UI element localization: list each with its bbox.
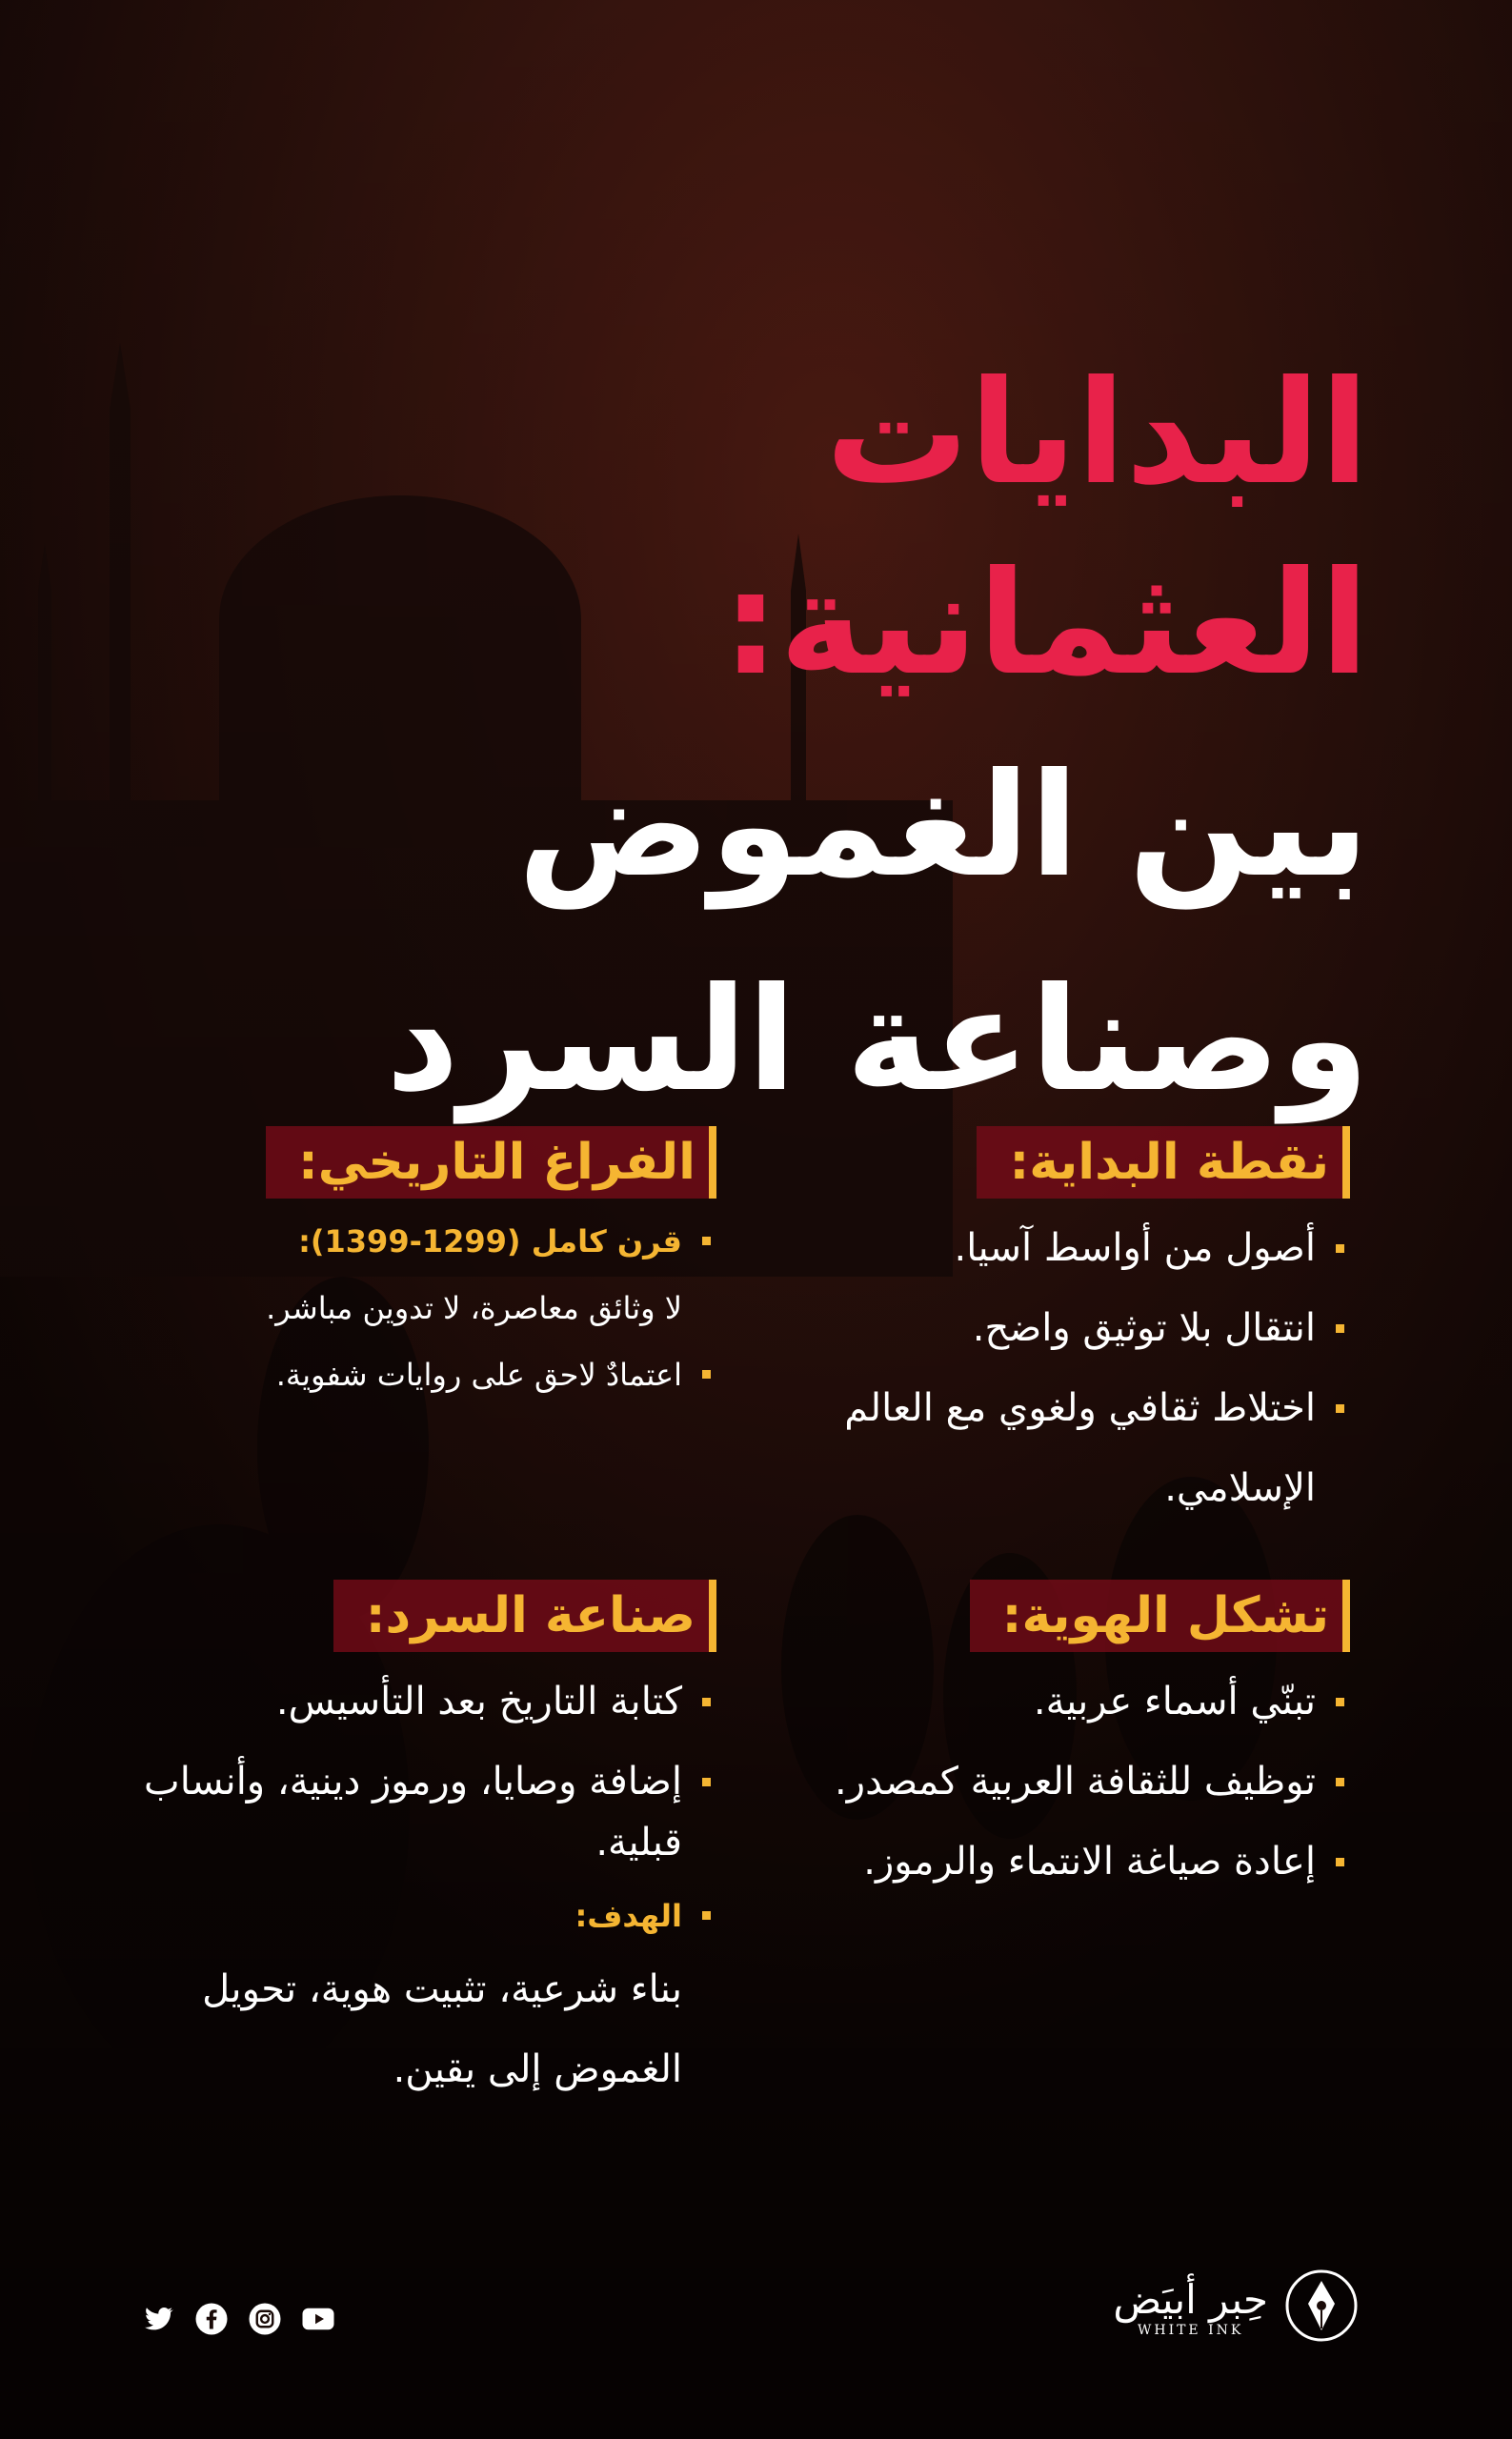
section-heading: نقطة البداية: xyxy=(977,1126,1350,1199)
bullet-list xyxy=(107,1662,716,2109)
list-item: قرن كامل (1299-1399): xyxy=(183,1208,716,1275)
list-item: بناء شرعية، تثبيت هوية، تحويل الغموض إلى يقين. xyxy=(202,1967,682,2091)
brand-name-arabic: حِبر أبيَض xyxy=(1113,2276,1268,2323)
section-identity xyxy=(759,1580,1350,1902)
section-historical-gap xyxy=(183,1126,716,1408)
instagram-icon[interactable] xyxy=(248,2302,282,2336)
title-line-2: بين الغموض xyxy=(517,743,1369,909)
list-item: اختلاط ثقافي ولغوي مع العالم الإسلامي. xyxy=(759,1368,1350,1528)
list-item: إعادة صياغة الانتماء والرموز. xyxy=(759,1822,1350,1902)
brand-text xyxy=(1113,2277,1268,2338)
bullet-list xyxy=(759,1662,1350,1902)
title-line-3: وصناعة السرد xyxy=(385,957,1369,1123)
list-item: كتابة التاريخ بعد التأسيس. xyxy=(107,1662,716,1742)
list-item: اعتمادٌ لاحق على روايات شفوية. xyxy=(183,1341,716,1408)
twitter-icon[interactable] xyxy=(141,2302,175,2336)
list-item: تبنّي أسماء عربية. xyxy=(759,1662,1350,1742)
section-narrative xyxy=(107,1580,716,2109)
list-item: لا وثائق معاصرة، لا تدوين مباشر. xyxy=(266,1290,682,1326)
title-line-1: البدايات العثمانية: xyxy=(721,351,1369,707)
bullet-list xyxy=(183,1208,716,1408)
list-item: توظيف للثقافة العربية كمصدر. xyxy=(759,1742,1350,1822)
section-start-point xyxy=(759,1126,1350,1528)
youtube-icon[interactable] xyxy=(301,2302,335,2336)
brand-name-english: WHITE INK xyxy=(1137,2323,1244,2338)
bullet-list xyxy=(759,1208,1350,1528)
section-heading: الفراغ التاريخي: xyxy=(266,1126,716,1199)
facebook-icon[interactable] xyxy=(194,2302,229,2336)
list-item: انتقال بلا توثيق واضح. xyxy=(759,1288,1350,1368)
social-links xyxy=(141,2302,335,2336)
list-item: إضافة وصايا، ورموز دينية، وأنساب قبلية. xyxy=(107,1742,716,1883)
section-heading: صناعة السرد: xyxy=(333,1580,716,1652)
page-title xyxy=(131,338,1369,1148)
section-heading: تشكل الهوية: xyxy=(970,1580,1350,1652)
pen-nib-icon xyxy=(1283,2268,1360,2348)
list-item: الهدف: xyxy=(107,1883,716,1949)
list-item: أصول من أواسط آسيا. xyxy=(759,1208,1350,1288)
brand-logo xyxy=(1113,2268,1360,2348)
